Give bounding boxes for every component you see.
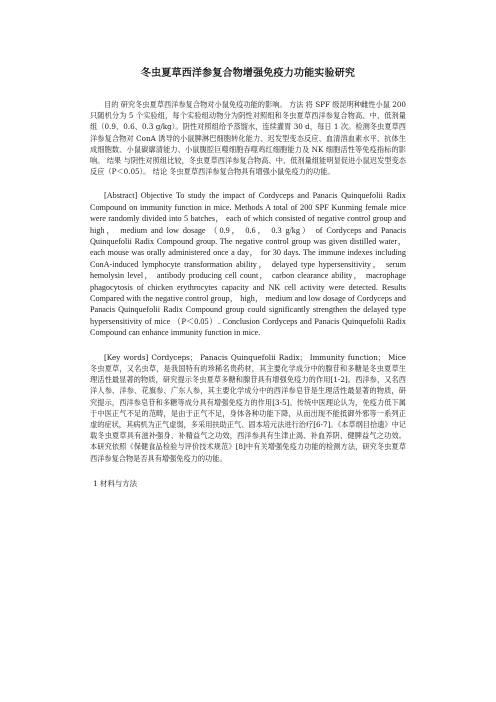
keywords-and-introduction: [Key words] Cordyceps； Panacis Quinquefolii Radix； Immunity function； Mice 冬虫夏草，又名虫草，是我国特有的珍稀名贵药材，其主要化学成分中的腺苷和多糖是冬虫夏草生理活性最显著的物质，研究提示冬虫夏草多糖和腺苷具有增强免疫力的作用[1-2]。西洋参，又名西洋人参、洋参、花旗参、广东人参，其主要化学成分中的西洋参皂苷是生理活性最显著的物质，研究提示，西洋参皂苷和多糖等成分具有增强免疫力的作用[3-5]。传统中医理论认为，免疫力低下属于中医正气不足的范畴，是由于正气不足，身体各种功能下降，从而出现不能抵御外邪等一系列正虚的症状，其病机为正气虚弱，多采用扶助正气、固本培元法进行治疗[6-7]。《本草纲目拾遗》中记载冬虫夏草具有滋补强身、补精益气之功效，西洋参具有生津止渴、补血养阴、健脾益气之功效。本研究依照《保健食品检验与评价技术规范》[8]中有关增强免疫力功能的检测方法，研究冬虫夏草西洋参复合物是否具有增强免疫力的功能。 [90,352,406,463]
english-abstract: [Abstract] Objective To study the impact of Cordyceps and Panacis Quinquefolii Radix Compound on immunity function in mice. Methods A total of 200 SPF Kunming female mice were randomly divided into 5 batches， each of which consisted of negative control group and high， medium and low dosage （0.9， 0.6， 0.3 g/kg） of Cordyceps and Panacis Quinquefolii Radix Compound group. The negative control group was given distilled water， each mouse was orally administered once a day， for 30 days. The immune indexes including ConA-induced lymphocyte transformation ability， delayed type hypersensitivity， serum hemolysin level， antibody producing cell count， carbon clearance ability， macrophage phagocytosis of chicken erythrocytes capacity and NK cell activity were detected. Results Compared with the negative control group， high， medium and low dosage of Cordyceps and Panacis Quinquefolii Radix Compound group could significantly strengthen the delayed type hypersensitivity of mice （P＜0.05）. Conclusion Cordyceps and Panacis Quinquefolii Radix Compound can enhance immunity function in mice. [90,191,406,338]
section-heading-materials-methods: 1 材料与方法 [93,478,138,488]
chinese-abstract: 目的 研究冬虫夏草西洋参复合物对小鼠免疫功能的影响。 方法 将 SPF 级昆明种雌性小鼠 200 只随机分为 5 个实验组，每个实验组动物分为阴性对照组和冬虫夏草西洋参复合物高、中、低剂量组（0.9、0.6、0.3 g/kg）。阴性对照组给予蒸馏水，连续灌胃 30 d，每日 1 次。检测冬虫夏草西洋参复合物对 ConA 诱导的小鼠脾淋巴细胞转化能力、迟发型变态反应、血清溶血素水平、抗体生成细胞数、小鼠碳廓清能力、小鼠腹腔巨噬细胞吞噬鸡红细胞能力及 NK 细胞活性等免疫指标的影响。 结果 与阴性对照组比较，冬虫夏草西洋参复合物高、中、低剂量组能明显促进小鼠迟发型变态反应（P＜0.05）。 结论 冬虫夏草西洋参复合物具有增强小鼠免疫力的功能。 [90,100,406,177]
document-title: 冬虫夏草西洋参复合物增强免疫力功能实验研究 [140,68,356,79]
document-page [90,0,406,489]
